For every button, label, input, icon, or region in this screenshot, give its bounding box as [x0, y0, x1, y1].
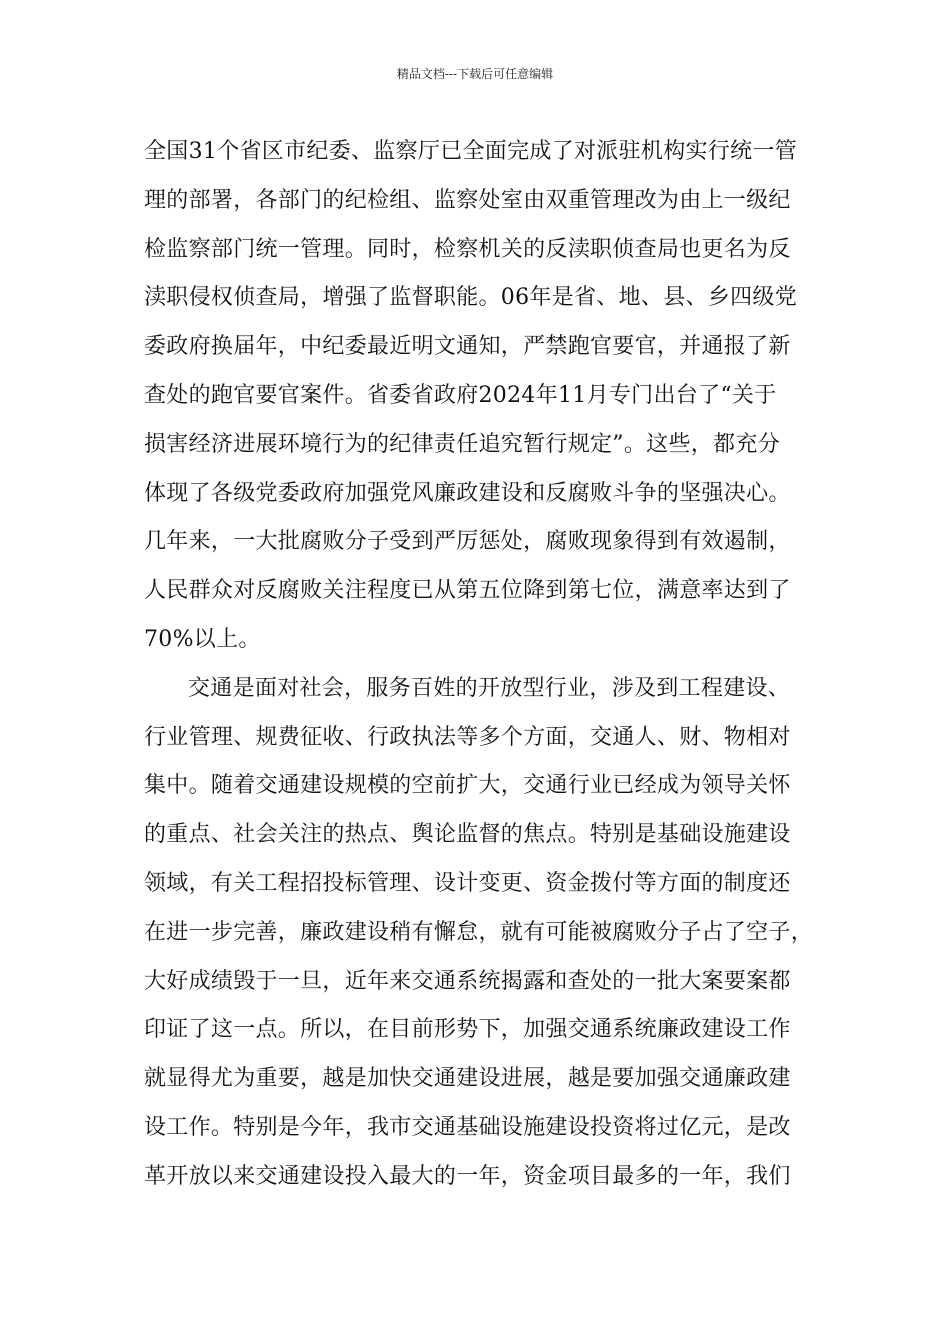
text-line: 的重点、社会关注的热点、舆论监督的焦点。特别是基础设施建设: [144, 822, 791, 848]
page-header: 精品文档---下载后可任意编辑: [396, 67, 554, 81]
text-line: 革开放以来交通建设投入最大的一年，资金项目最多的一年，我们: [144, 1163, 791, 1189]
text-line-first-indented: 交通是面对社会，服务百姓的开放型行业，涉及到工程建设、: [188, 675, 791, 701]
text-line: 查处的跑官要官案件。省委省政府2024年11月专门出台了“关于: [144, 382, 777, 408]
text-line: 全国31个省区市纪委、监察厅已全面完成了对派驻机构实行统一管: [144, 139, 797, 164]
paragraph-1: [144, 128, 834, 665]
text-line: 行业管理、规费征收、行政执法等多个方面，交通人、财、物相对: [144, 724, 791, 750]
text-line: 印证了这一点。所以，在目前形势下，加强交通系统廉政建设工作: [144, 1017, 791, 1043]
text-line: 领域，有关工程招投标管理、设计变更、资金拨付等方面的制度还: [144, 870, 791, 896]
paragraph-2: [144, 665, 834, 1202]
text-line: 就显得尤为重要，越是加快交通建设进展，越是要加强交通廉政建: [144, 1066, 791, 1092]
text-line: 在进一步完善，廉政建设稍有懈怠，就有可能被腐败分子占了空子，: [144, 919, 814, 945]
text-line: 体现了各级党委政府加强党风廉政建设和反腐败斗争的坚强决心。: [144, 480, 791, 506]
text-line: 渎职侵权侦查局，增强了监督职能。06年是省、地、县、乡四级党: [144, 285, 797, 311]
text-line: 检监察部门统一管理。同时，检察机关的反渎职侦查局也更名为反: [144, 236, 791, 262]
text-line: 损害经济进展环境行为的纪律责任追究暂行规定”。这些，都充分: [144, 431, 780, 457]
text-line: 大好成绩毁于一旦，近年来交通系统揭露和查处的一批大案要案都: [144, 968, 791, 994]
text-line: 几年来，一大批腐败分子受到严厉惩处，腐败现象得到有效遏制，: [144, 529, 791, 555]
text-line: 70%以上。: [144, 626, 261, 652]
document-body: [144, 128, 834, 1202]
text-line: 委政府换届年，中纪委最近明文通知，严禁跑官要官，并通报了新: [144, 334, 791, 360]
text-line: 设工作。特别是今年，我市交通基础设施建设投资将过亿元，是改: [144, 1114, 791, 1140]
text-line: 人民群众对反腐败关注程度已从第五位降到第七位，满意率达到了: [144, 578, 791, 604]
text-line: 理的部署，各部门的纪检组、监察处室由双重管理改为由上一级纪: [144, 187, 791, 213]
text-line: 集中。随着交通建设规模的空前扩大，交通行业已经成为领导关怀: [144, 773, 791, 799]
